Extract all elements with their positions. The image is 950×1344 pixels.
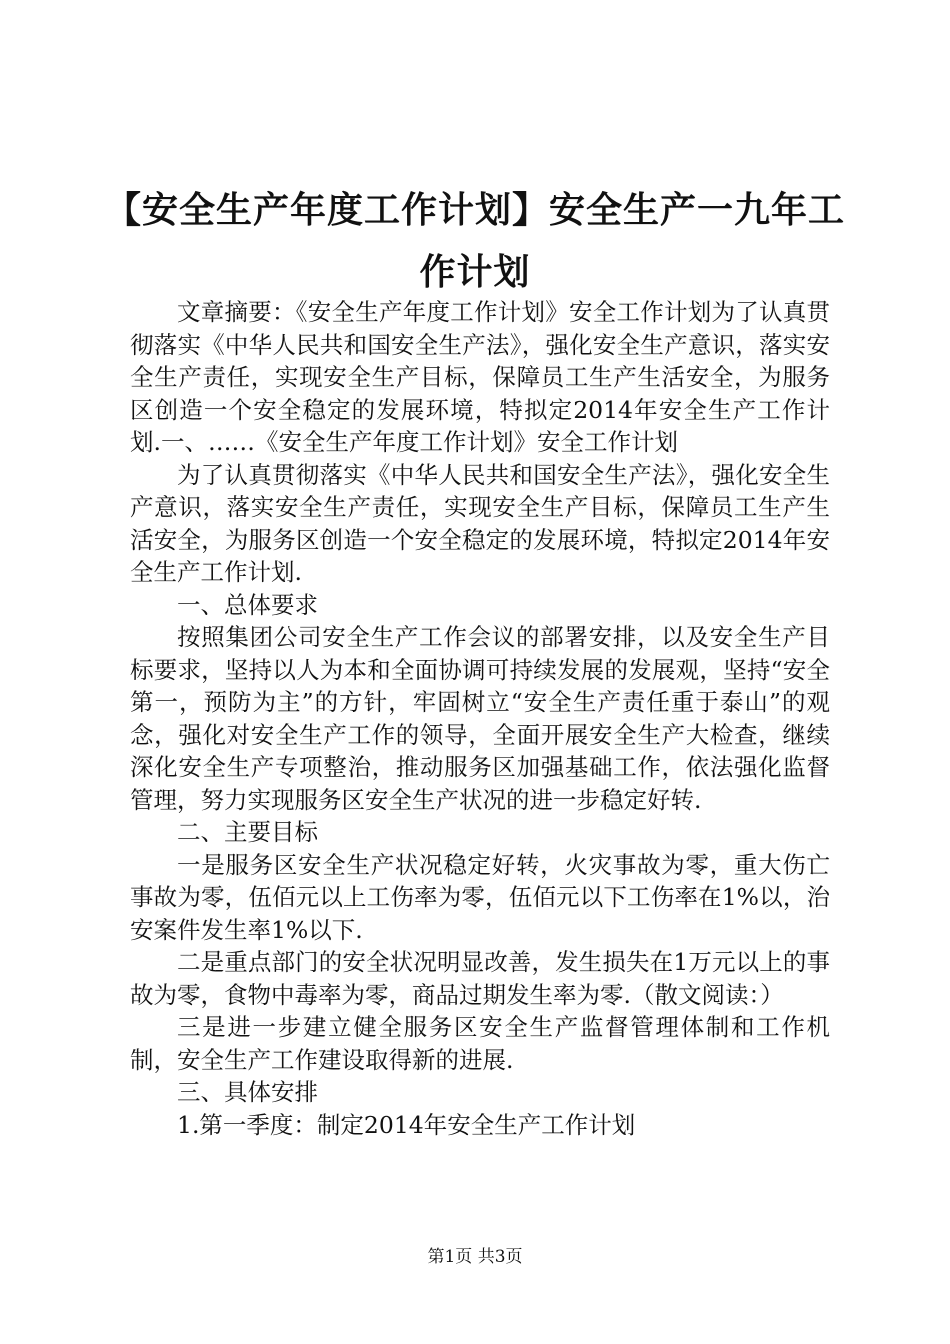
paragraph: 按照集团公司安全生产工作会议的部署安排，以及安全生产目标要求，坚持以人为本和全面协调可持续发展的发展观，坚持“安全第一，预防为主”的方针，牢固树立“安全生产责任重于泰山”的观念，强化对安全生产工作的领导，全面开展安全生产大检查，继续深化安全生产专项整治，推动服务区加强基础工作，依法强化监督管理，努力实现服务区安全生产状况的进一步稳定好转. [130,623,830,814]
page-footer: 第1页 共3页 [427,1247,523,1267]
document-title: 【安全生产年度工作计划】安全生产一九年工作计划 [104,190,845,293]
section-heading: 二、主要目标 [177,818,318,846]
paragraph: 1.第一季度：制定2014年安全生产工作计划 [177,1110,636,1139]
paragraph: 二是重点部门的安全状况明显改善，发生损失在1万元以上的事故为零，食物中毒率为零，商品过期发生率为零.（散文阅读：） [130,948,830,1009]
paragraph: 三是进一步建立健全服务区安全生产监督管理体制和工作机制，安全生产工作建设取得新的进展. [130,1013,830,1074]
paragraph: 一是服务区安全生产状况稳定好转，火灾事故为零，重大伤亡事故为零，伍佰元以上工伤率为零，伍佰元以下工伤率在1%以，治安案件发生率1%以下. [130,850,830,944]
paragraph-intro: 为了认真贯彻落实《中华人民共和国安全生产法》，强化安全生产意识，落实安全生产责任，实现安全生产目标，保障员工生产生活安全，为服务区创造一个安全稳定的发展环境，特拟定2014年安全生产工作计划. [130,460,830,586]
section-heading: 一、总体要求 [177,590,318,619]
section-heading: 三、具体安排 [177,1078,318,1106]
paragraph-abstract: 文章摘要：《安全生产年度工作计划》安全工作计划为了认真贯彻落实《中华人民共和国安全生产法》，强化安全生产意识，落实安全生产责任，实现安全生产目标，保障员工生产生活安全，为服务区创造一个安全稳定的发展环境，特拟定2014年安全生产工作计划.一、……《安全生产年度工作计划》安全工作计划 [130,298,830,456]
document-body [130,296,830,1141]
